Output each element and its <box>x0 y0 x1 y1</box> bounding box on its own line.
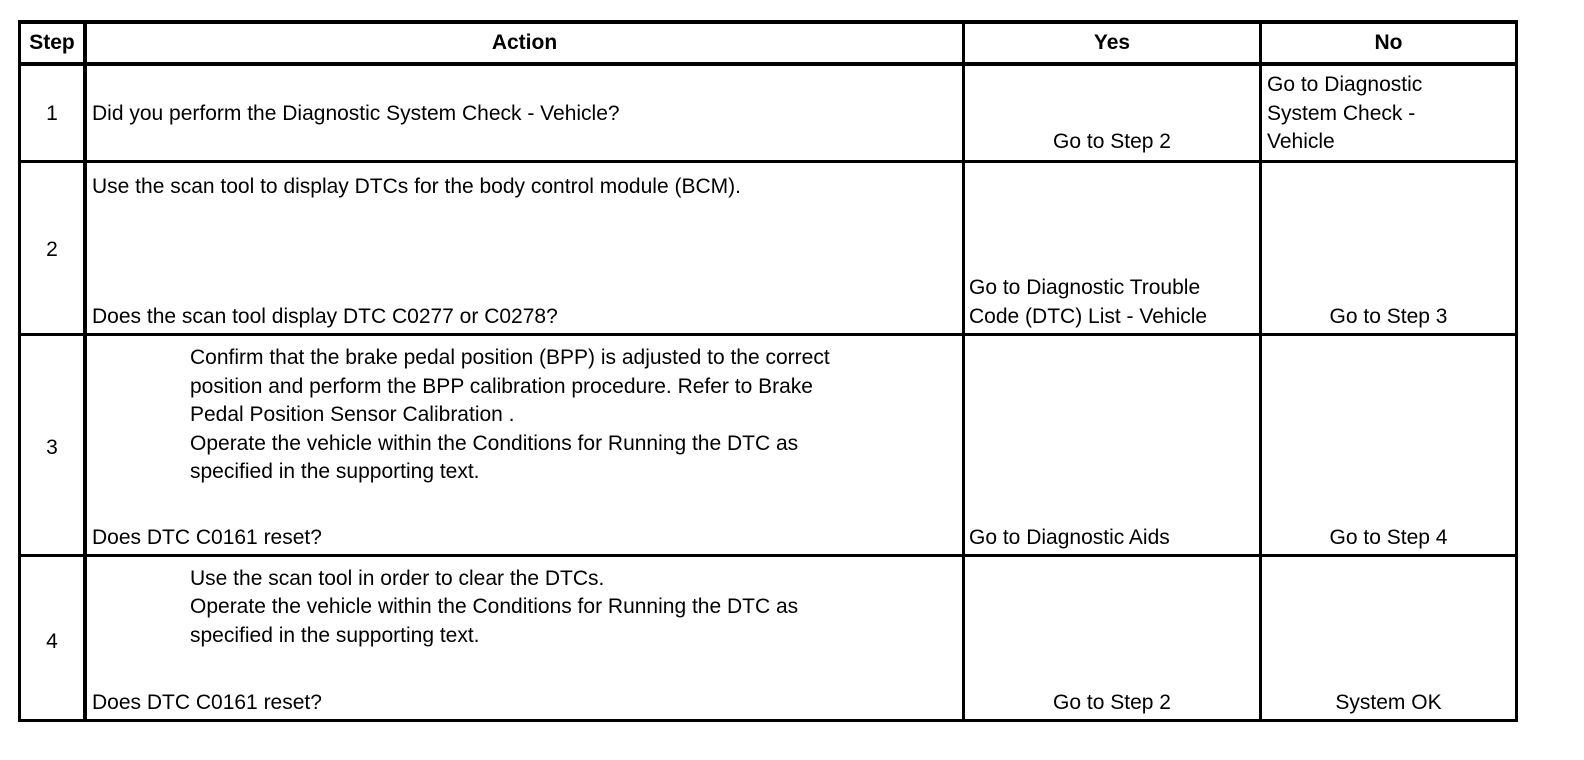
header-action: Action <box>491 31 558 54</box>
action-text: Use the scan tool to display DTCs for the body control module (BCM). <box>92 175 741 198</box>
header-yes: Yes <box>1093 31 1131 54</box>
step-number: 1 <box>46 102 58 125</box>
table-border-right <box>1515 20 1518 722</box>
no-link[interactable]: System OK <box>1335 691 1442 714</box>
yes-link-line[interactable]: Code (DTC) List - Vehicle <box>969 305 1208 328</box>
step-number: 2 <box>46 238 58 261</box>
yes-link-line[interactable]: Go to Diagnostic Trouble <box>969 276 1201 299</box>
yes-link[interactable]: Go to Step 2 <box>1053 691 1171 714</box>
action-text: Operate the vehicle within the Conditions for Running the DTC as <box>190 432 799 455</box>
action-text: specified in the supporting text. <box>190 460 480 483</box>
table-border-top <box>18 20 1518 24</box>
action-text: position and perform the BPP calibration procedure. Refer to Brake <box>190 375 813 398</box>
column-divider <box>962 20 965 722</box>
action-text: Operate the vehicle within the Conditions for Running the DTC as <box>190 595 799 618</box>
step-number: 4 <box>46 630 58 653</box>
yes-link[interactable]: Go to Diagnostic Aids <box>969 526 1170 549</box>
action-question: Does DTC C0161 reset? <box>92 526 322 549</box>
action-text: Use the scan tool in order to clear the DTCs. <box>190 567 605 590</box>
action-text: Confirm that the brake pedal position (BPP) is adjusted to the correct <box>190 346 830 369</box>
action-question: Does DTC C0161 reset? <box>92 691 322 714</box>
table-border-bottom <box>18 719 1518 722</box>
no-link[interactable]: Go to Step 4 <box>1329 526 1448 549</box>
row-divider <box>18 554 1518 557</box>
yes-link[interactable]: Go to Step 2 <box>1053 130 1171 153</box>
header-no: No <box>1374 31 1403 54</box>
no-link-line[interactable]: System Check - <box>1267 102 1416 125</box>
row-divider <box>18 333 1518 336</box>
no-link-line[interactable]: Vehicle <box>1267 130 1335 153</box>
no-link[interactable]: Go to Step 3 <box>1329 305 1448 328</box>
header-step: Step <box>29 31 75 54</box>
column-divider <box>83 20 87 722</box>
row-divider <box>18 160 1518 163</box>
action-question: Does the scan tool display DTC C0277 or C0278? <box>92 305 558 328</box>
action-text: Pedal Position Sensor Calibration . <box>190 403 515 426</box>
step-number: 3 <box>46 436 58 459</box>
no-link-line[interactable]: Go to Diagnostic <box>1267 73 1423 96</box>
header-divider <box>18 62 1518 66</box>
column-divider <box>1259 20 1262 722</box>
action-text: specified in the supporting text. <box>190 624 480 647</box>
action-question: Did you perform the Diagnostic System Check - Vehicle? <box>92 102 620 125</box>
